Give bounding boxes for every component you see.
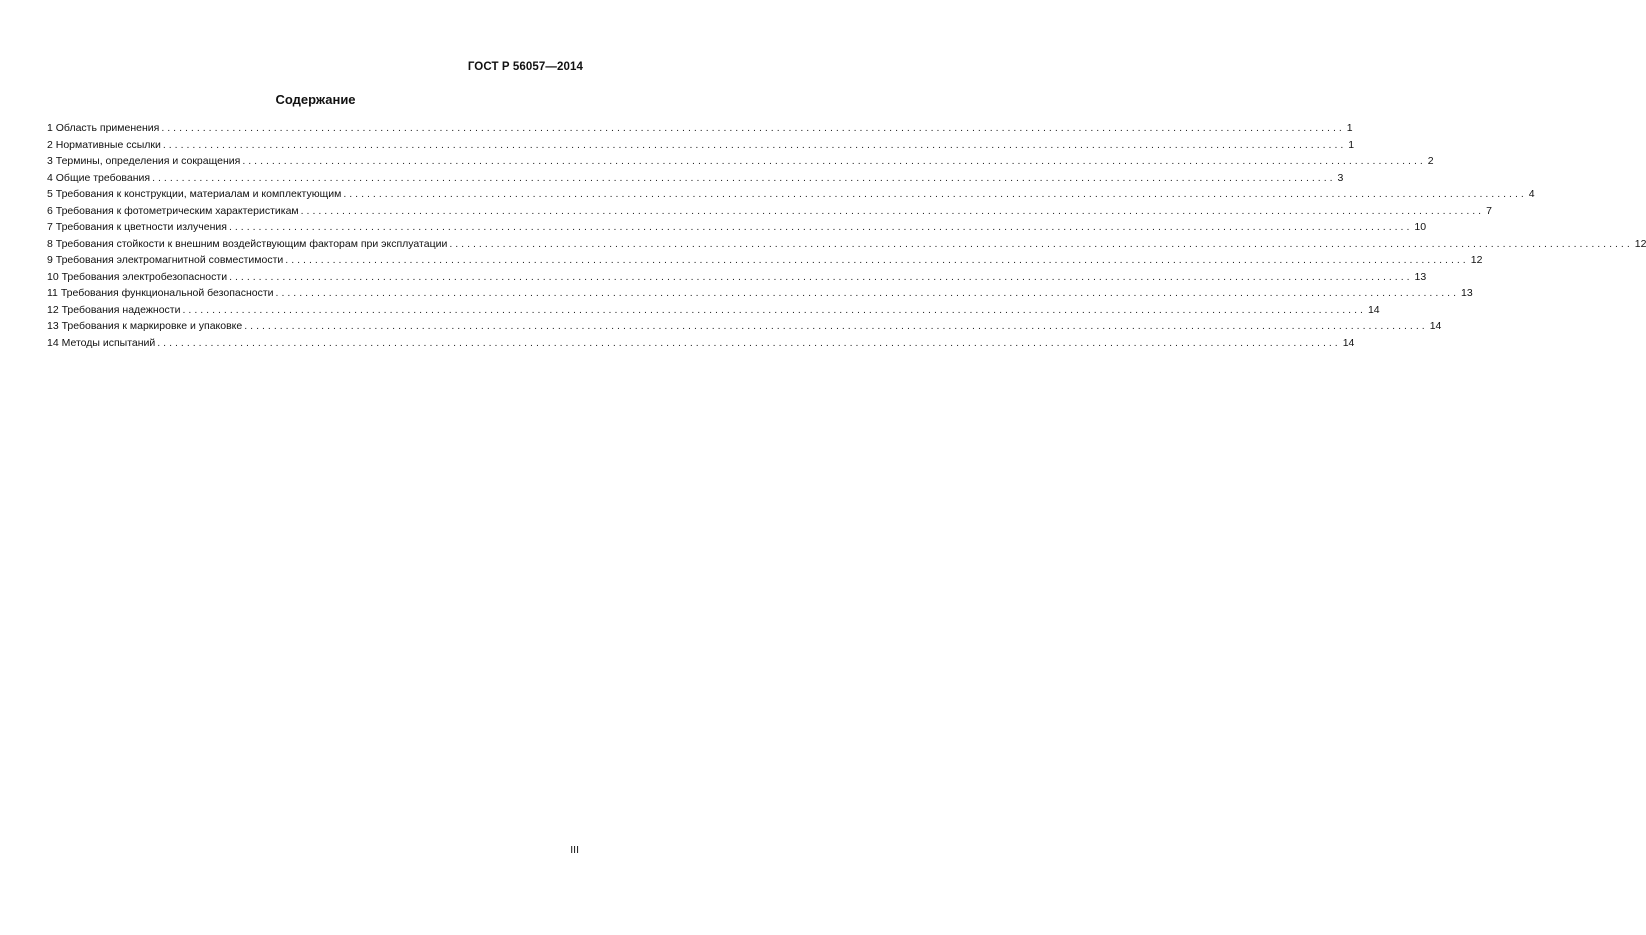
toc-dot-leader: ........................................................................................................................................................................................................ [229,270,1413,283]
toc-dot-leader: ........................................................................................................................................................................................................ [449,237,1633,250]
toc-entry[interactable] [47,120,1353,137]
toc-entry[interactable] [47,335,1355,352]
toc-dot-leader: ........................................................................................................................................................................................................ [244,320,1428,332]
toc-entry-page: 13 [1414,270,1427,283]
toc-entry-label: 3 Термины, определения и сокращения [47,155,241,167]
table-of-contents [47,120,1646,351]
toc-entry-label: 12 Требования надежности [47,303,181,316]
toc-entry[interactable] [47,219,1427,236]
toc-dot-leader: ........................................................................................................................................................................................................ [343,188,1527,200]
toc-entry-page: 7 [1486,204,1492,217]
toc-dot-leader: ........................................................................................................................................................................................................ [300,204,1485,217]
toc-entry[interactable] [47,137,1355,154]
toc-entry-page: 12 [1634,237,1646,250]
toc-entry-label: 10 Требования электробезопасности [47,270,228,283]
toc-entry-label: 1 Область применения [47,122,160,134]
toc-dot-leader: ........................................................................................................................................................................................................ [275,287,1459,299]
document-code: ГОСТ Р 56057—2014 [467,61,583,73]
toc-entry[interactable] [47,302,1380,319]
toc-entry-page: 14 [1367,303,1380,316]
toc-entry-label: 11 Требования функциональной безопасности [47,287,274,299]
toc-dot-leader: ........................................................................................................................................................................................................ [152,171,1336,184]
toc-dot-leader: ........................................................................................................................................................................................................ [242,155,1426,167]
toc-entry-label: 6 Требования к фотометрическим характеристикам [47,204,299,217]
toc-entry-page: 12 [1470,254,1483,266]
toc-entry[interactable] [47,285,1473,302]
toc-entry-page: 13 [1461,287,1473,299]
toc-entry[interactable] [47,186,1535,203]
toc-entry[interactable] [47,153,1434,170]
toc-entry[interactable] [47,203,1492,220]
toc-entry-label: 5 Требования к конструкции, материалам и комплектующим [47,188,342,200]
toc-entry[interactable] [47,236,1646,253]
toc-dot-leader: ........................................................................................................................................................................................................ [182,303,1366,316]
toc-entry-label: 13 Требования к маркировке и упаковке [47,320,243,332]
toc-entry[interactable] [47,318,1442,335]
toc-dot-leader: ........................................................................................................................................................................................................ [162,138,1347,151]
toc-entry-page: 2 [1427,155,1434,167]
toc-entry-page: 14 [1429,320,1442,332]
toc-entry-label: 8 Требования стойкости к внешним воздействующим факторам при эксплуатации [47,237,448,250]
toc-entry-label: 7 Требования к цветности излучения [47,221,227,233]
toc-entry-page: 14 [1342,336,1355,349]
toc-entry-page: 4 [1528,188,1535,200]
toc-entry[interactable] [47,170,1344,187]
toc-entry-page: 10 [1414,221,1427,233]
toc-dot-leader: ........................................................................................................................................................................................................ [161,122,1345,134]
toc-entry-page: 1 [1348,138,1355,151]
toc-entry-label: 14 Методы испытаний [47,336,156,349]
page-number: III [570,844,579,856]
toc-dot-leader: ........................................................................................................................................................................................................ [285,254,1469,266]
toc-title: Содержание [275,92,356,107]
toc-entry-page: 3 [1337,171,1344,184]
toc-entry[interactable] [47,269,1427,286]
toc-dot-leader: ........................................................................................................................................................................................................ [157,336,1341,349]
toc-entry-label: 9 Требования электромагнитной совместимости [47,254,284,266]
toc-entry-page: 1 [1346,122,1353,134]
toc-entry-label: 4 Общие требования [47,171,151,184]
toc-entry[interactable] [47,252,1483,269]
toc-entry-label: 2 Нормативные ссылки [47,138,161,151]
toc-dot-leader: ........................................................................................................................................................................................................ [228,221,1413,233]
